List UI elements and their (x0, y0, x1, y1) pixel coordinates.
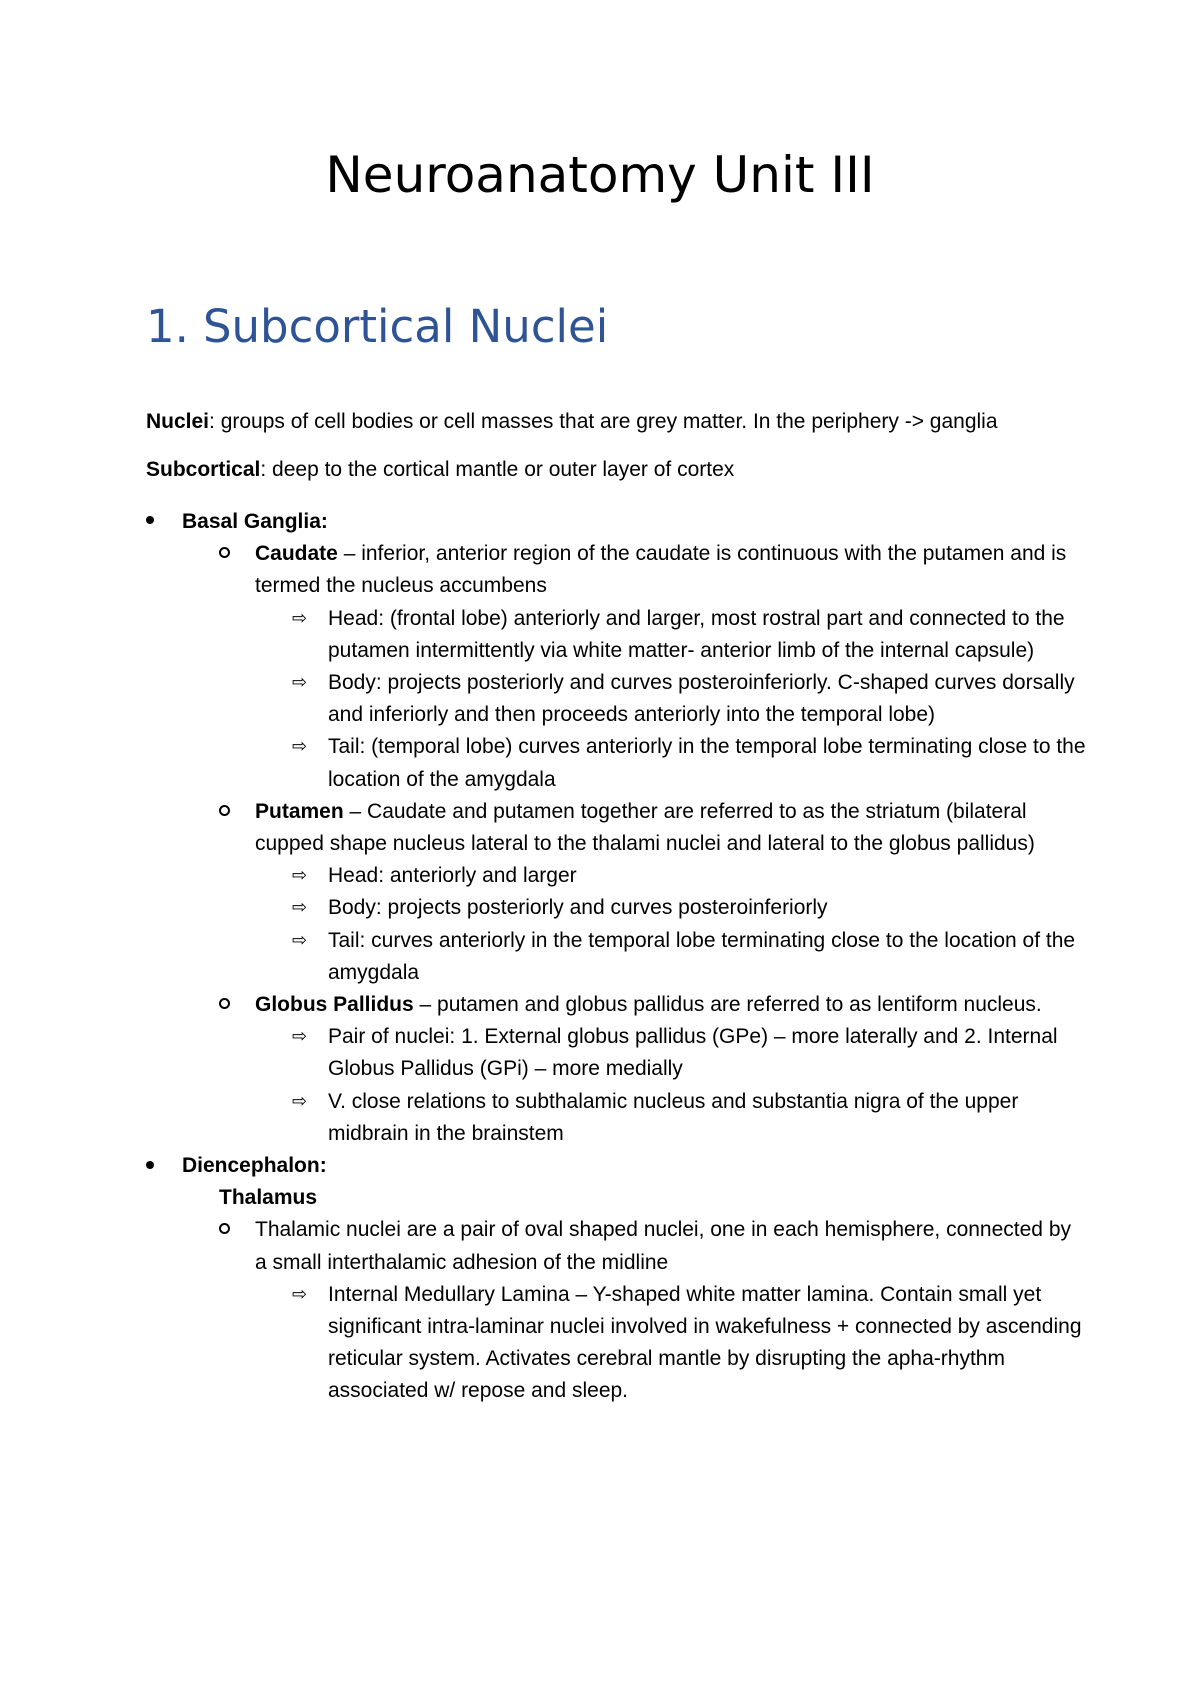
right-arrow-icon: ⇨ (292, 1026, 308, 1048)
list-text: Body: projects posteriorly and curves posteroinferiorly. C-shaped curves dorsally and inferiorly and then proceeds anteriorly into the temporal lobe) (328, 671, 1075, 727)
list-text: – inferior, anterior region of the caudate is continuous with the putamen and is termed the nucleus accumbens (255, 542, 1067, 598)
definition-nuclei (146, 408, 1086, 436)
list-item-diencephalon (146, 1150, 1086, 1182)
list-text: Pair of nuclei: 1. External globus pallidus (GPe) – more laterally and 2. Internal Globus Pallidus (GPi) – more medially (328, 1025, 1058, 1081)
list-label: Basal Ganglia: (182, 510, 328, 533)
definitions-block (146, 408, 1086, 504)
right-arrow-icon: ⇨ (292, 865, 308, 887)
list-text: Tail: curves anteriorly in the temporal lobe terminating close to the location of the amygdala (328, 928, 1076, 984)
right-arrow-icon: ⇨ (292, 607, 308, 629)
list-item-globus-pallidus (146, 989, 1086, 1021)
list-label: Diencephalon: (182, 1154, 327, 1178)
list-text: Thalamic nuclei are a pair of oval shaped nuclei, one in each hemisphere, connected by a small interthalamic adhesion of the midline (255, 1218, 1071, 1274)
definition-term: Nuclei (146, 410, 210, 433)
list-item (146, 925, 1086, 989)
list-item (146, 1279, 1086, 1408)
hollow-circle-bullet-icon (219, 796, 243, 828)
right-arrow-icon: ⇨ (292, 1090, 308, 1112)
hollow-circle-bullet-icon (219, 989, 243, 1021)
right-arrow-icon: ⇨ (292, 897, 308, 919)
document-title: Neuroanatomy Unit III (325, 146, 875, 204)
list-item (146, 1021, 1086, 1085)
filled-bullet-icon (146, 1150, 170, 1182)
list-item (146, 1086, 1086, 1150)
list-text: V. close relations to subthalamic nucleus and substantia nigra of the upper midbrain in the brainstem (328, 1089, 1019, 1145)
list-text: Head: anteriorly and larger (328, 864, 577, 888)
list-item (146, 860, 1086, 892)
list-item (146, 892, 1086, 924)
list-item (146, 731, 1086, 795)
list-text: Tail: (temporal lobe) curves anteriorly in the temporal lobe terminating close to the location of the amygdala (328, 735, 1086, 791)
thalamus-label-row (146, 1182, 1086, 1214)
definition-subcortical (146, 456, 1086, 484)
right-arrow-icon: ⇨ (292, 672, 308, 694)
list-text: Head: (frontal lobe) anteriorly and larger, most rostral part and connected to the putamen intermittently via white matter- anterior limb of the internal capsule) (328, 606, 1065, 662)
section-heading (146, 300, 608, 354)
list-item-caudate (146, 538, 1086, 602)
right-arrow-icon: ⇨ (292, 1283, 308, 1305)
definition-text: : groups of cell bodies or cell masses that are grey matter. In the periphery -> ganglia (209, 410, 998, 433)
list-item-basal-ganglia (146, 506, 1086, 538)
list-term: Globus Pallidus (255, 993, 414, 1017)
list-item (146, 667, 1086, 731)
hollow-circle-bullet-icon (219, 538, 243, 570)
list-text: Body: projects posteriorly and curves posteroinferiorly (328, 896, 828, 920)
hollow-circle-bullet-icon (219, 1214, 243, 1246)
list-item-putamen (146, 796, 1086, 860)
list-text: Internal Medullary Lamina – Y-shaped white matter lamina. Contain small yet significant intra-laminar nuclei involved in wakefulness + connected by ascending reticular system. Activates cerebral mantle by disrupting the apha-rhythm associated w/ repose and sleep. (328, 1282, 1082, 1403)
list-item (146, 603, 1086, 667)
list-text: – Caudate and putamen together are referred to as the striatum (bilateral cupped shape nucleus lateral to the thalami nuclei and lateral to the globus pallidus) (255, 799, 1035, 856)
definition-term: Subcortical (146, 458, 261, 481)
list-term: Caudate (255, 542, 338, 566)
right-arrow-icon: ⇨ (292, 929, 308, 951)
list-item-thalamic-nuclei (146, 1214, 1086, 1278)
section-number: 1. (146, 300, 189, 353)
list-text: – putamen and globus pallidus are referred to as lentiform nucleus. (413, 993, 1042, 1017)
section-heading-text: Subcortical Nuclei (202, 300, 609, 353)
filled-bullet-icon (146, 506, 170, 538)
thalamus-label: Thalamus (219, 1186, 318, 1210)
definition-text: : deep to the cortical mantle or outer layer of cortex (260, 458, 735, 481)
right-arrow-icon: ⇨ (292, 736, 308, 758)
outline-list (146, 506, 1086, 1408)
list-term: Putamen (255, 799, 344, 823)
